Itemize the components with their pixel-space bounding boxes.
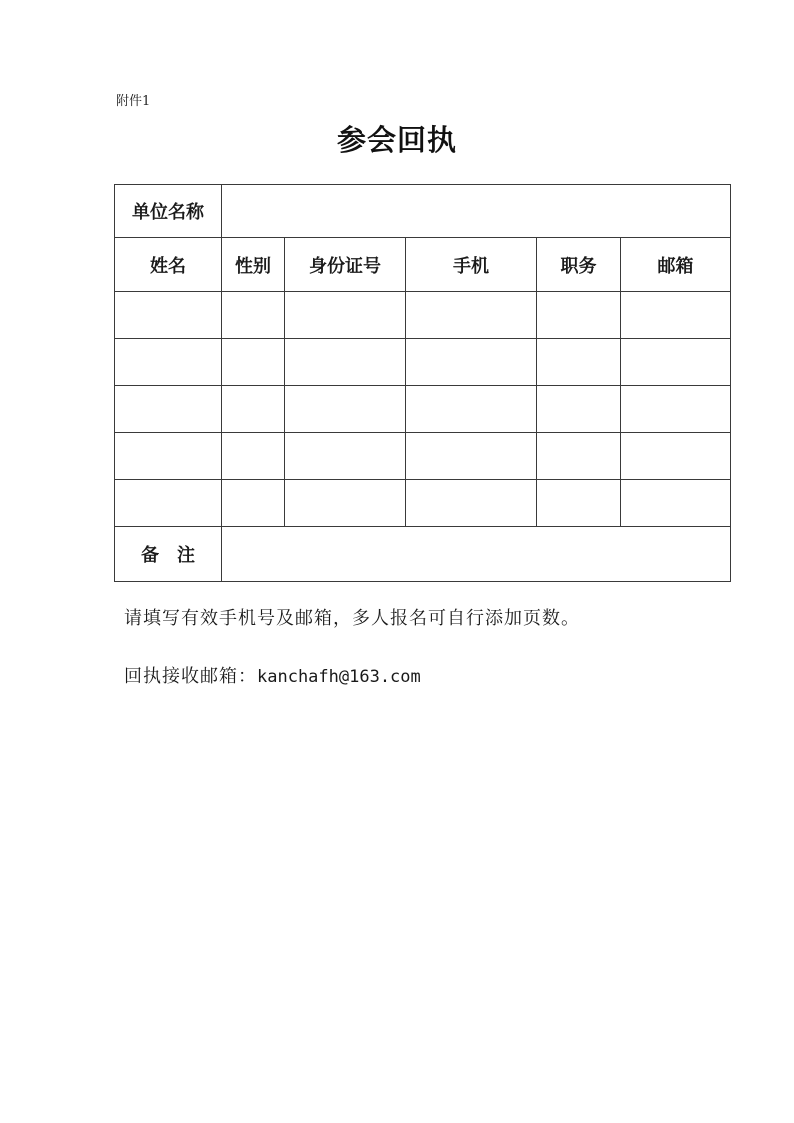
gender-cell[interactable] bbox=[222, 480, 285, 527]
name-cell[interactable] bbox=[115, 480, 222, 527]
email-cell[interactable] bbox=[621, 433, 731, 480]
position-cell[interactable] bbox=[537, 339, 621, 386]
position-cell[interactable] bbox=[537, 433, 621, 480]
table-row bbox=[115, 386, 731, 433]
gender-cell[interactable] bbox=[222, 433, 285, 480]
email-cell[interactable] bbox=[621, 292, 731, 339]
email-cell[interactable] bbox=[621, 339, 731, 386]
page-title: 参会回执 bbox=[336, 123, 457, 157]
id-number-cell[interactable] bbox=[285, 480, 406, 527]
phone-cell[interactable] bbox=[406, 433, 537, 480]
id-number-cell[interactable] bbox=[285, 339, 406, 386]
name-cell[interactable] bbox=[115, 339, 222, 386]
column-header-position: 职务 bbox=[537, 238, 621, 292]
table-row bbox=[115, 433, 731, 480]
reply-email-address[interactable]: kanchafh@163.com bbox=[257, 667, 421, 687]
column-header-email: 邮箱 bbox=[621, 238, 731, 292]
column-header-gender: 性别 bbox=[222, 238, 285, 292]
column-header-id-number: 身份证号 bbox=[285, 238, 406, 292]
column-header-name: 姓名 bbox=[115, 238, 222, 292]
table-row bbox=[115, 292, 731, 339]
registration-form-table bbox=[114, 184, 731, 582]
instruction-note: 请填写有效手机号及邮箱，多人报名可自行添加页数。 bbox=[124, 608, 580, 629]
gender-cell[interactable] bbox=[222, 339, 285, 386]
attachment-label: 附件1 bbox=[116, 94, 151, 109]
email-cell[interactable] bbox=[621, 480, 731, 527]
id-number-cell[interactable] bbox=[285, 292, 406, 339]
remarks-label-text: 备 注 bbox=[141, 545, 195, 566]
table-row bbox=[115, 480, 731, 527]
phone-cell[interactable] bbox=[406, 292, 537, 339]
name-cell[interactable] bbox=[115, 386, 222, 433]
column-header-phone: 手机 bbox=[406, 238, 537, 292]
position-cell[interactable] bbox=[537, 480, 621, 527]
unit-name-label: 单位名称 bbox=[115, 185, 222, 238]
email-cell[interactable] bbox=[621, 386, 731, 433]
reply-email-label: 回执接收邮箱： bbox=[124, 666, 257, 687]
unit-name-field[interactable] bbox=[222, 185, 731, 238]
id-number-cell[interactable] bbox=[285, 433, 406, 480]
reply-email-line bbox=[124, 662, 421, 688]
phone-cell[interactable] bbox=[406, 386, 537, 433]
unit-row bbox=[115, 185, 731, 238]
position-cell[interactable] bbox=[537, 292, 621, 339]
name-cell[interactable] bbox=[115, 433, 222, 480]
position-cell[interactable] bbox=[537, 386, 621, 433]
gender-cell[interactable] bbox=[222, 386, 285, 433]
table-row bbox=[115, 339, 731, 386]
name-cell[interactable] bbox=[115, 292, 222, 339]
phone-cell[interactable] bbox=[406, 339, 537, 386]
phone-cell[interactable] bbox=[406, 480, 537, 527]
remarks-label bbox=[115, 527, 222, 582]
gender-cell[interactable] bbox=[222, 292, 285, 339]
remarks-row bbox=[115, 527, 731, 582]
column-header-row bbox=[115, 238, 731, 292]
remarks-field[interactable] bbox=[222, 527, 731, 582]
id-number-cell[interactable] bbox=[285, 386, 406, 433]
